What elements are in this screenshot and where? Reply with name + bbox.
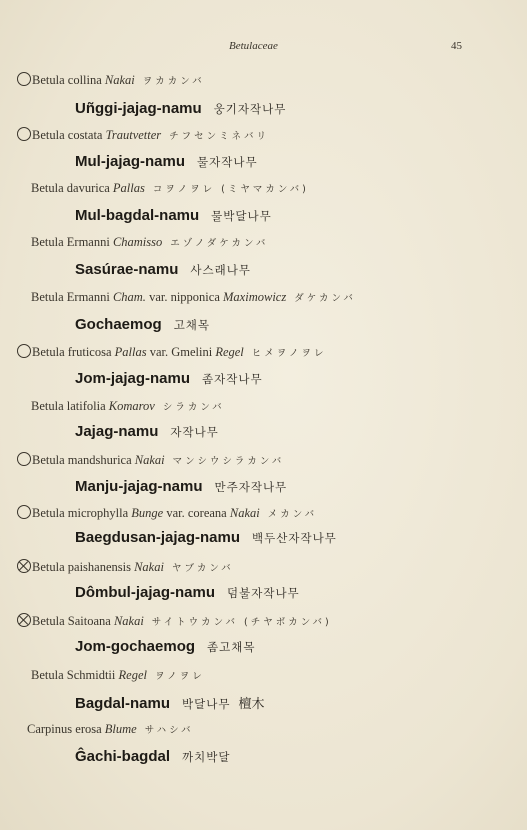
author: Cham. <box>112 290 146 304</box>
korean-romanized-name: Bagdal-namu <box>75 695 171 712</box>
circle-marker-icon <box>17 127 31 141</box>
japanese-name: エゾノダケカンバ <box>170 238 269 249</box>
scientific-name-line <box>27 722 193 740</box>
korean-romanized-name: Gochaemog <box>75 316 162 333</box>
hangul-name: 백두산자작나무 <box>252 531 337 545</box>
korean-name-line <box>75 584 300 606</box>
korean-name-line <box>75 261 251 283</box>
korean-name-line <box>75 370 263 392</box>
genus: Betula <box>32 128 65 142</box>
genus: Betula <box>32 506 65 520</box>
korean-name-line <box>75 638 255 660</box>
korean-name-line <box>75 748 230 770</box>
species: Schmidtii <box>66 668 116 682</box>
korean-romanized-name: Uñggi-jajag-namu <box>75 100 202 117</box>
author: Komarov <box>108 399 155 413</box>
korean-romanized-name: Mul-jajag-namu <box>75 153 186 170</box>
scientific-name-line <box>31 181 309 199</box>
korean-name-line <box>75 207 272 229</box>
korean-name-line <box>75 316 210 338</box>
scientific-name-line <box>17 559 234 577</box>
crossed-circle-marker-icon <box>17 613 31 627</box>
running-header <box>0 40 527 56</box>
korean-romanized-name: Mul-bagdal-namu <box>75 207 200 224</box>
scientific-name-line <box>31 668 205 686</box>
japanese-name: コヲノヲレ (ミヤマカンバ) <box>152 184 309 195</box>
genus: Betula <box>32 560 65 574</box>
author: Nakai <box>134 560 164 574</box>
japanese-name: ダケカンバ <box>294 293 356 304</box>
author: Pallas <box>112 181 145 195</box>
genus: Betula <box>32 345 65 359</box>
species: Ermanni <box>66 290 110 304</box>
japanese-name: サハシバ <box>144 725 194 736</box>
variety: var. Gmelini <box>149 345 213 359</box>
genus: Betula <box>31 181 64 195</box>
korean-name-line <box>75 423 219 445</box>
species: paishanensis <box>67 560 131 574</box>
species: microphylla <box>67 506 129 520</box>
scientific-name-line <box>31 235 268 253</box>
genus: Carpinus <box>27 722 73 736</box>
variety-author: Maximowicz <box>223 290 287 304</box>
korean-name-line <box>75 153 258 175</box>
scientific-name-line <box>31 290 356 308</box>
genus: Betula <box>31 235 64 249</box>
circle-marker-icon <box>17 344 31 358</box>
hangul-name: 물박달나무 <box>211 209 272 223</box>
korean-romanized-name: Jajag-namu <box>75 423 159 440</box>
scientific-name-line <box>17 72 205 90</box>
author: Nakai <box>134 453 165 467</box>
variety-author: Regel <box>215 345 244 359</box>
korean-romanized-name: Jom-jajag-namu <box>75 370 191 387</box>
scientific-name-line <box>17 452 284 470</box>
species: collina <box>67 73 102 87</box>
japanese-name: ヲノヲレ <box>154 671 205 682</box>
hangul-name: 고채목 <box>173 318 211 332</box>
korean-romanized-name: Dômbul-jajag-namu <box>75 584 216 601</box>
korean-romanized-name: Ĝachi-bagdal <box>75 748 171 765</box>
korean-name-line <box>75 693 264 715</box>
scientific-name-line <box>17 613 332 631</box>
korean-name-line <box>75 100 286 122</box>
genus: Betula <box>32 614 65 628</box>
variety: var. nipponica <box>149 290 220 304</box>
scientific-name-line <box>31 399 225 417</box>
scientific-name-line <box>17 127 269 145</box>
hangul-name: 자작나무 <box>170 425 219 439</box>
hangul-name: 좀자작나무 <box>202 372 263 386</box>
page-number: 45 <box>451 40 462 52</box>
hangul-name: 웅기자작나무 <box>213 102 287 116</box>
family-title: Betulaceae <box>229 40 278 52</box>
variety: var. coreana <box>166 506 227 520</box>
korean-name-line <box>75 478 287 500</box>
circle-marker-icon <box>17 72 31 86</box>
author: Trautvetter <box>105 128 162 142</box>
author: Bunge <box>131 506 164 520</box>
hangul-name: 물자작나무 <box>197 155 258 169</box>
author: Pallas <box>114 345 147 359</box>
circle-marker-icon <box>17 505 31 519</box>
hangul-name: 사스래나무 <box>190 263 251 277</box>
genus: Betula <box>32 453 65 467</box>
species: erosa <box>75 722 102 736</box>
japanese-name: ヤブカンバ <box>171 563 234 574</box>
hangul-name: 박달나무 <box>182 697 231 711</box>
circle-marker-icon <box>17 452 31 466</box>
author: Regel <box>118 668 147 682</box>
genus: Betula <box>31 668 64 682</box>
author: Nakai <box>113 614 144 628</box>
scientific-name-line <box>17 505 317 523</box>
korean-romanized-name: Manju-jajag-namu <box>75 478 203 495</box>
hangul-name: 만주자작나무 <box>214 480 288 494</box>
korean-name-line <box>75 529 337 551</box>
japanese-name: マンシウシラカンバ <box>172 456 285 467</box>
genus: Betula <box>32 73 65 87</box>
species: latifolia <box>66 399 106 413</box>
japanese-name: サイトウカンバ (チヤボカンバ) <box>151 617 332 628</box>
species: Ermanni <box>66 235 110 249</box>
hangul-name: 좀고채목 <box>207 640 256 654</box>
crossed-circle-marker-icon <box>17 559 31 573</box>
genus: Betula <box>31 290 64 304</box>
korean-romanized-name: Sasúrae-namu <box>75 261 179 278</box>
japanese-name: チフセンミネバリ <box>169 131 269 142</box>
species: mandshurica <box>67 453 132 467</box>
hangul-name: 덤불자작나무 <box>227 586 300 600</box>
species: costata <box>67 128 103 142</box>
variety-author: Nakai <box>229 506 260 520</box>
hangul-name: 까치박달 <box>182 750 231 764</box>
korean-romanized-name: Baegdusan-jajag-namu <box>75 529 241 546</box>
japanese-name: ヲカカンバ <box>142 76 205 87</box>
japanese-name: ヒメヲノヲレ <box>251 348 327 359</box>
korean-romanized-name: Jom-gochaemog <box>75 638 196 655</box>
author: Blume <box>104 722 137 736</box>
author: Nakai <box>104 73 135 87</box>
scientific-name-line <box>17 344 327 362</box>
author: Chamisso <box>112 235 163 249</box>
japanese-name: シラカンバ <box>162 402 225 413</box>
species: davurica <box>66 181 110 195</box>
chinese-name: 檀木 <box>238 697 265 712</box>
species: fruticosa <box>67 345 112 359</box>
species: Saitoana <box>67 614 111 628</box>
genus: Betula <box>31 399 64 413</box>
japanese-name: メカンバ <box>267 509 318 520</box>
